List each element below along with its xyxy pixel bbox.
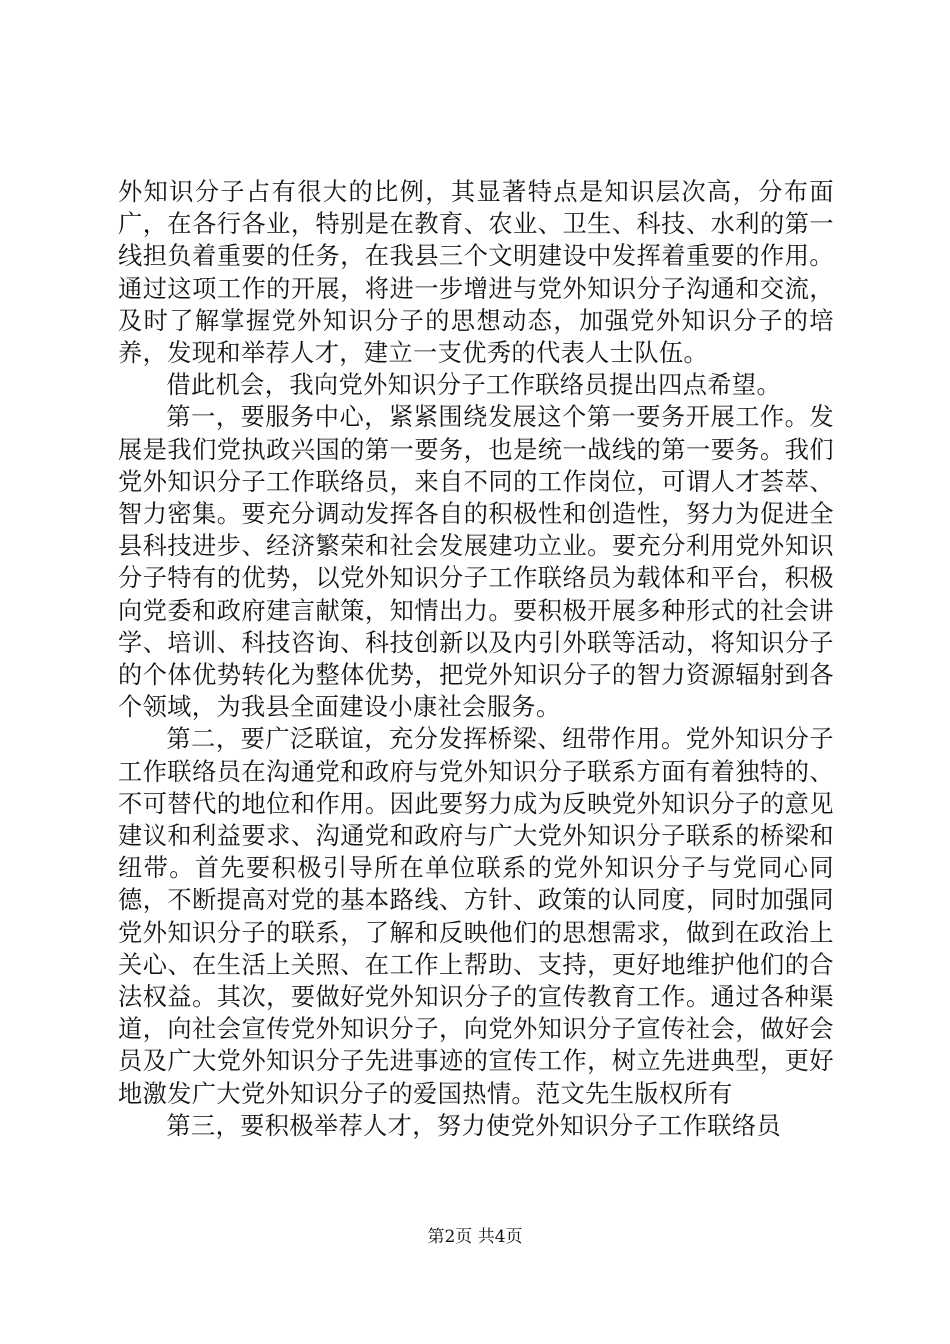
paragraph-point-one: 第一，要服务中心，紧紧围绕发展这个第一要务开展工作。发展是我们党执政兴国的第一要务，也是统一战线的第一要务。我们党外知识分子工作联络员，来自不同的工作岗位，可谓人才荟萃、智力密集。要充分调动发挥各自的积极性和创造性，努力为促进全县科技进步、经济繁荣和社会发展建功立业。要充分利用党外知识分子特有的优势，以党外知识分子工作联络员为载体和平台，积极向党委和政府建言献策，知情出力。要积极开展多种形式的社会讲学、培训、科技咨询、科技创新以及内引外联等活动，将知识分子的个体优势转化为整体优势，把党外知识分子的智力资源辐射到各个领域，为我县全面建设小康社会服务。 [118,403,834,722]
document-body [118,176,834,1142]
paragraph-point-two: 第二，要广泛联谊，充分发挥桥梁、纽带作用。党外知识分子工作联络员在沟通党和政府与党外知识分子联系方面有着独特的、不可替代的地位和作用。因此要努力成为反映党外知识分子的意见建议和利益要求、沟通党和政府与广大党外知识分子联系的桥梁和纽带。首先要积极引导所在单位联系的党外知识分子与党同心同德，不断提高对党的基本路线、方针、政策的认同度，同时加强同党外知识分子的联系，了解和反映他们的思想需求，做到在政治上关心、在生活上关照、在工作上帮助、支持，更好地维护他们的合法权益。其次，要做好党外知识分子的宣传教育工作。通过各种渠道，向社会宣传党外知识分子，向党外知识分子宣传社会，做好会员及广大党外知识分子先进事迹的宣传工作，树立先进典型，更好地激发广大党外知识分子的爱国热情。范文先生版权所有 [118,725,834,1108]
paragraph-continuation: 外知识分子占有很大的比例，其显著特点是知识层次高，分布面广，在各行各业，特别是在教育、农业、卫生、科技、水利的第一线担负着重要的任务，在我县三个文明建设中发挥着重要的作用。通过这项工作的开展，将进一步增进与党外知识分子沟通和交流，及时了解掌握党外知识分子的思想动态，加强党外知识分子的培养，发现和举荐人才，建立一支优秀的代表人士队伍。 [118,178,834,368]
paragraph-point-three: 第三，要积极举荐人才，努力使党外知识分子工作联络员 [166,1111,782,1140]
paragraph-intro-hopes: 借此机会，我向党外知识分子工作联络员提出四点希望。 [166,371,782,400]
page-number-footer: 第2页 共4页 [427,1227,523,1247]
